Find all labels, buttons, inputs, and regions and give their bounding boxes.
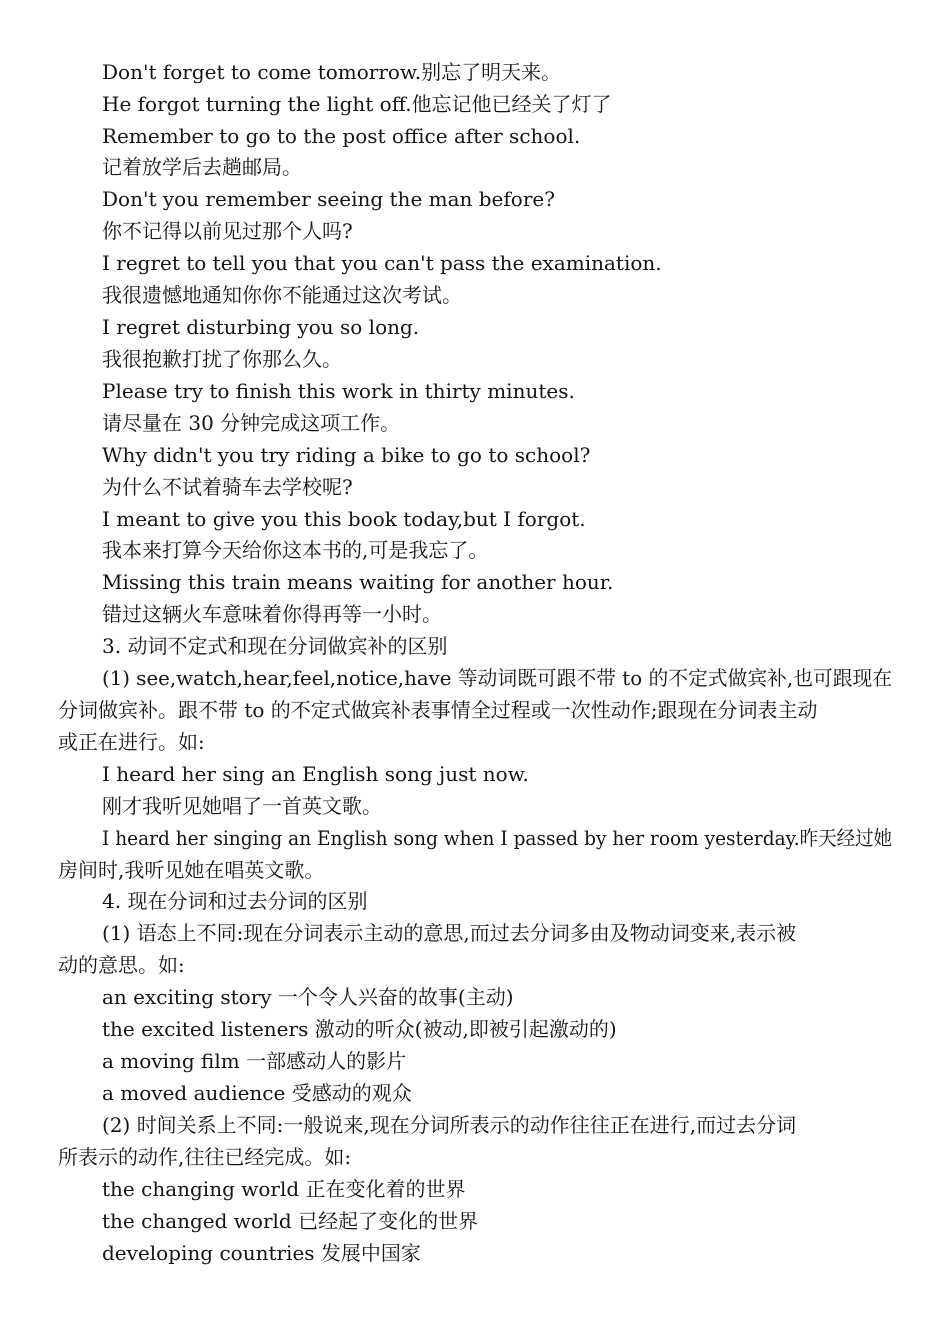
text-line: the changed world 已经起了变化的世界 bbox=[102, 1209, 479, 1233]
text-line: Why didn't you try riding a bike to go to school? bbox=[102, 443, 591, 467]
text-line: 我很遗憾地通知你你不能通过这次考试。 bbox=[102, 283, 462, 307]
text-line: 请尽量在 30 分钟完成这项工作。 bbox=[102, 411, 401, 435]
text-line: 动的意思。如: bbox=[58, 953, 185, 977]
text-line: 或正在进行。如: bbox=[58, 730, 205, 754]
section-heading: 4. 现在分词和过去分词的区别 bbox=[102, 889, 368, 913]
text-line: a moving film 一部感动人的影片 bbox=[102, 1049, 407, 1073]
text-line: I heard her sing an English song just now. bbox=[102, 762, 529, 786]
text-line: 为什么不试着骑车去学校呢? bbox=[102, 475, 353, 499]
text-line: I meant to give you this book today,but I forgot. bbox=[102, 507, 586, 531]
text-line: the changing world 正在变化着的世界 bbox=[102, 1177, 466, 1201]
text-line: 我很抱歉打扰了你那么久。 bbox=[102, 347, 342, 371]
text-line: 我本来打算今天给你这本书的,可是我忘了。 bbox=[102, 538, 489, 562]
text-line: Don't you remember seeing the man before? bbox=[102, 187, 555, 211]
text-line: 记着放学后去趟邮局。 bbox=[102, 155, 302, 179]
text-line: 所表示的动作,往往已经完成。如: bbox=[58, 1145, 352, 1169]
text-line: He forgot turning the light off.他忘记他已经关了灯了 bbox=[102, 92, 612, 116]
text-line: I regret to tell you that you can't pass the examination. bbox=[102, 251, 662, 275]
text-line: I heard her singing an English song when I passed by her room yesterday.昨天经过她 bbox=[102, 826, 893, 850]
text-line: Missing this train means waiting for another hour. bbox=[102, 570, 614, 594]
text-line: 分词做宾补。跟不带 to 的不定式做宾补表事情全过程或一次性动作;跟现在分词表主动 bbox=[58, 698, 818, 722]
text-line: 错过这辆火车意味着你得再等一小时。 bbox=[102, 602, 442, 626]
text-line: (1) see,watch,hear,feel,notice,have 等动词既可跟不带 to 的不定式做宾补,也可跟现在 bbox=[102, 666, 893, 690]
text-line: 刚才我听见她唱了一首英文歌。 bbox=[102, 794, 382, 818]
text-line: 你不记得以前见过那个人吗? bbox=[102, 219, 353, 243]
text-line: (2) 时间关系上不同:一般说来,现在分词所表示的动作往往正在进行,而过去分词 bbox=[102, 1113, 797, 1137]
text-line: Please try to finish this work in thirty minutes. bbox=[102, 379, 575, 403]
text-line: Don't forget to come tomorrow.别忘了明天来。 bbox=[102, 60, 562, 84]
text-line: the excited listeners 激动的听众(被动,即被引起激动的) bbox=[102, 1017, 617, 1041]
text-line: a moved audience 受感动的观众 bbox=[102, 1081, 412, 1105]
text-line: (1) 语态上不同:现在分词表示主动的意思,而过去分词多由及物动词变来,表示被 bbox=[102, 921, 797, 945]
text-line: 房间时,我听见她在唱英文歌。 bbox=[58, 858, 325, 882]
text-line: I regret disturbing you so long. bbox=[102, 315, 420, 339]
text-line: an exciting story 一个令人兴奋的故事(主动) bbox=[102, 985, 514, 1009]
text-line: developing countries 发展中国家 bbox=[102, 1241, 421, 1265]
section-heading: 3. 动词不定式和现在分词做宾补的区别 bbox=[102, 634, 448, 658]
text-line: Remember to go to the post office after school. bbox=[102, 124, 581, 148]
